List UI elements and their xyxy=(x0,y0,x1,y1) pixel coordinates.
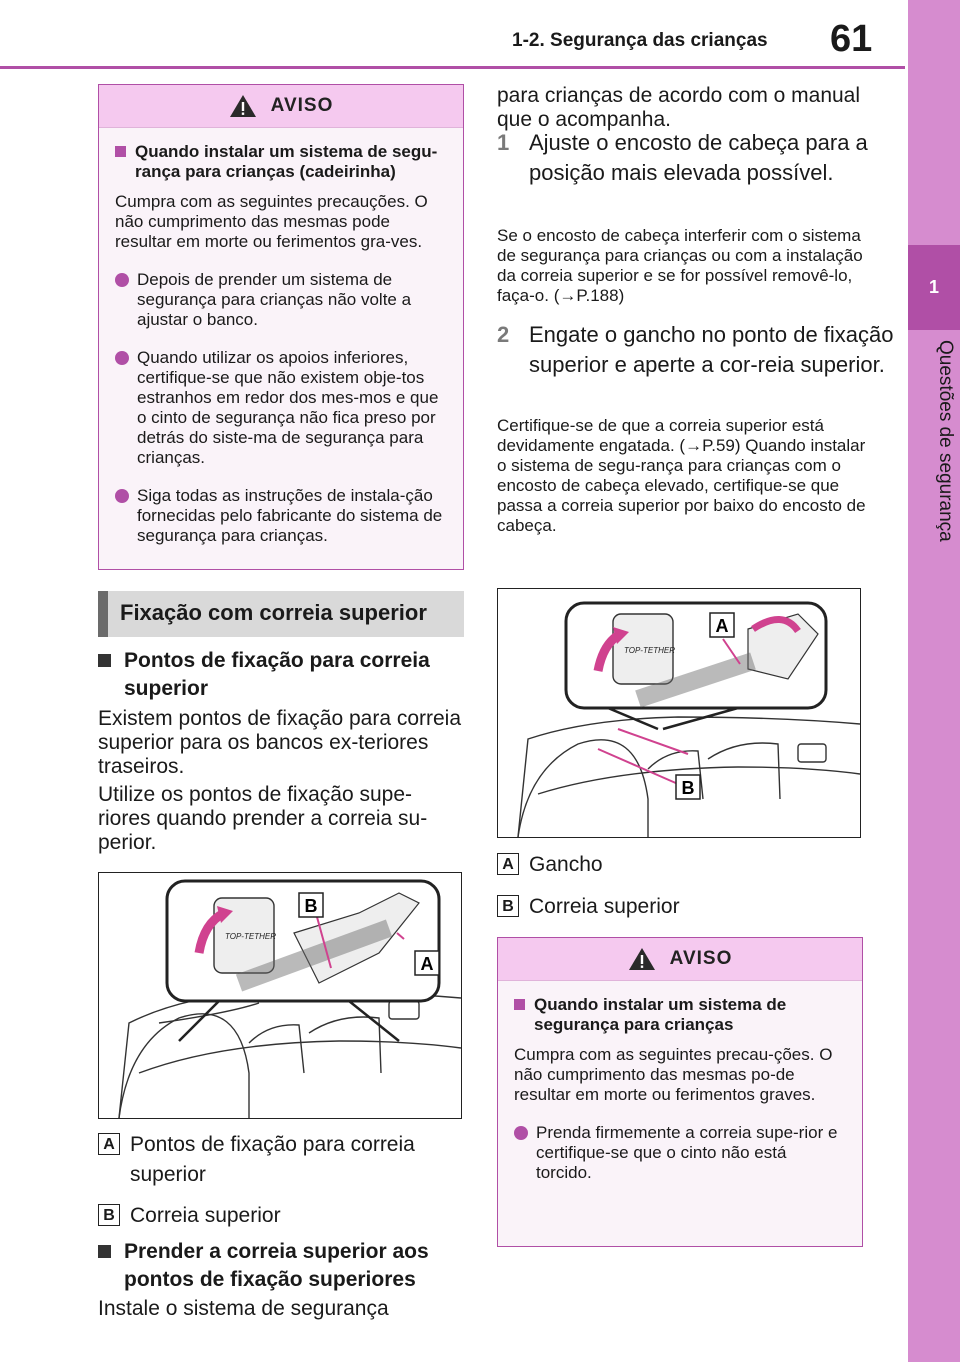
figure-label-b-2: B xyxy=(681,778,695,798)
warning-item: Siga todas as instruções de instala-ção fornecidas pelo fabricante do sistema de segurança para crianças. xyxy=(115,486,447,546)
page-number: 61 xyxy=(830,18,873,60)
attach-text: Instale o sistema de segurança xyxy=(98,1297,389,1320)
illustration-anchor-points xyxy=(98,872,462,1119)
top-tether-tag: TOP-TETHER xyxy=(225,932,276,941)
step-1 xyxy=(497,128,899,188)
legend-hook-text: Gancho xyxy=(529,853,603,876)
warning-triangle-icon xyxy=(229,94,257,118)
side-tab-number[interactable]: 1 xyxy=(908,245,960,330)
warning-title: AVISO xyxy=(270,95,334,116)
warning-item-bottom: Prenda firmemente a correia supe-rior e certifique-se que o cinto não está torcido. xyxy=(514,1123,846,1183)
illustration-hook xyxy=(497,588,861,838)
figure-label-b: B xyxy=(304,896,318,916)
top-tether-tag-2: TOP-TETHER xyxy=(624,646,675,655)
section-title: Fixação com correia superior xyxy=(98,591,464,637)
legend-a-letter: A xyxy=(98,1133,120,1155)
legend-strap xyxy=(497,892,895,922)
step-2-text: Engate o gancho no ponto de fixação superior e aperte a cor-reia superior. xyxy=(529,322,894,377)
legend-b xyxy=(98,1201,496,1231)
step-1-number: 1 xyxy=(497,130,510,155)
legend-hook-letter: A xyxy=(497,853,519,875)
step-2-note: Certifique-se de que a correia superior está devidamente engatada. (→P.59) Quando instalar o sistema de segu-rança para crianças com o encosto de cabeça elevado, certifique-se que passa a correia superior por baixo do encosto de cabeça. xyxy=(497,416,866,535)
figure-label-a: A xyxy=(420,954,434,974)
legend-a xyxy=(98,1130,496,1190)
step-2 xyxy=(497,320,899,380)
warning-box-top xyxy=(98,84,464,570)
legend-hook xyxy=(497,850,895,880)
step-1-text: Ajuste o encosto de cabeça para a posição mais elevada possível. xyxy=(529,130,868,185)
step-2-number: 2 xyxy=(497,322,510,347)
legend-b-text: Correia superior xyxy=(130,1204,281,1227)
warning-item: Quando utilizar os apoios inferiores, certifique-se que não existem obje-tos estranhos em redor dos mes-mos e que o cinto de segurança não fica preso por detrás do siste-ma de segurança para crianças. xyxy=(115,348,447,468)
warning-triangle-icon xyxy=(628,947,656,971)
subheading-attach: Prender a correia superior aos pontos de fixação superiores xyxy=(98,1238,490,1294)
legend-strap-text: Correia superior xyxy=(529,895,680,918)
legend-b-letter: B xyxy=(98,1204,120,1226)
side-tab-label: Questões de segurança xyxy=(935,340,956,542)
warning-intro-bottom: Cumpra com as seguintes precau-ções. O não cumprimento das mesmas po-de resultar em morte ou ferimentos graves. xyxy=(514,1045,833,1104)
anchor-points-text: Existem pontos de fixação para correia superior para os bancos ex-teriores traseiros. xyxy=(98,707,462,778)
subheading-anchor-points: Pontos de fixação para correia superior xyxy=(98,647,490,703)
warning-intro: Cumpra com as seguintes precauções. O não cumprimento das mesmas pode resultar em morte ou ferimentos gra-ves. xyxy=(115,192,428,251)
warning-subtitle-bottom: Quando instalar um sistema de segurança para crianças xyxy=(514,995,846,1035)
warning-item: Depois de prender um sistema de segurança para crianças não volte a ajustar o banco. xyxy=(115,270,447,330)
anchor-points-usage-text: Utilize os pontos de fixação supe-riores quando prender a correia su-perior. xyxy=(98,783,428,854)
figure-label-a-2: A xyxy=(715,616,729,636)
warning-subtitle: Quando instalar um sistema de segu-rança para crianças (cadeirinha) xyxy=(115,142,447,182)
warning-header xyxy=(99,85,463,128)
attach-text-continued: para crianças de acordo com o manual que o acompanha. xyxy=(497,84,861,131)
side-tab-bar xyxy=(908,0,960,1362)
warning-title-bottom: AVISO xyxy=(669,948,733,969)
header-rule xyxy=(0,66,905,69)
legend-a-text: Pontos de fixação para correia superior xyxy=(130,1133,415,1186)
legend-strap-letter: B xyxy=(497,895,519,917)
section-header: 1-2. Segurança das crianças xyxy=(512,30,768,51)
step-1-note: Se o encosto de cabeça interferir com o sistema de segurança para crianças ou com a instalação da correia superior e se for possível removê-lo, faça-o. (→P.188) xyxy=(497,226,863,305)
warning-header-bottom xyxy=(498,938,862,981)
warning-box-bottom xyxy=(497,937,863,1247)
